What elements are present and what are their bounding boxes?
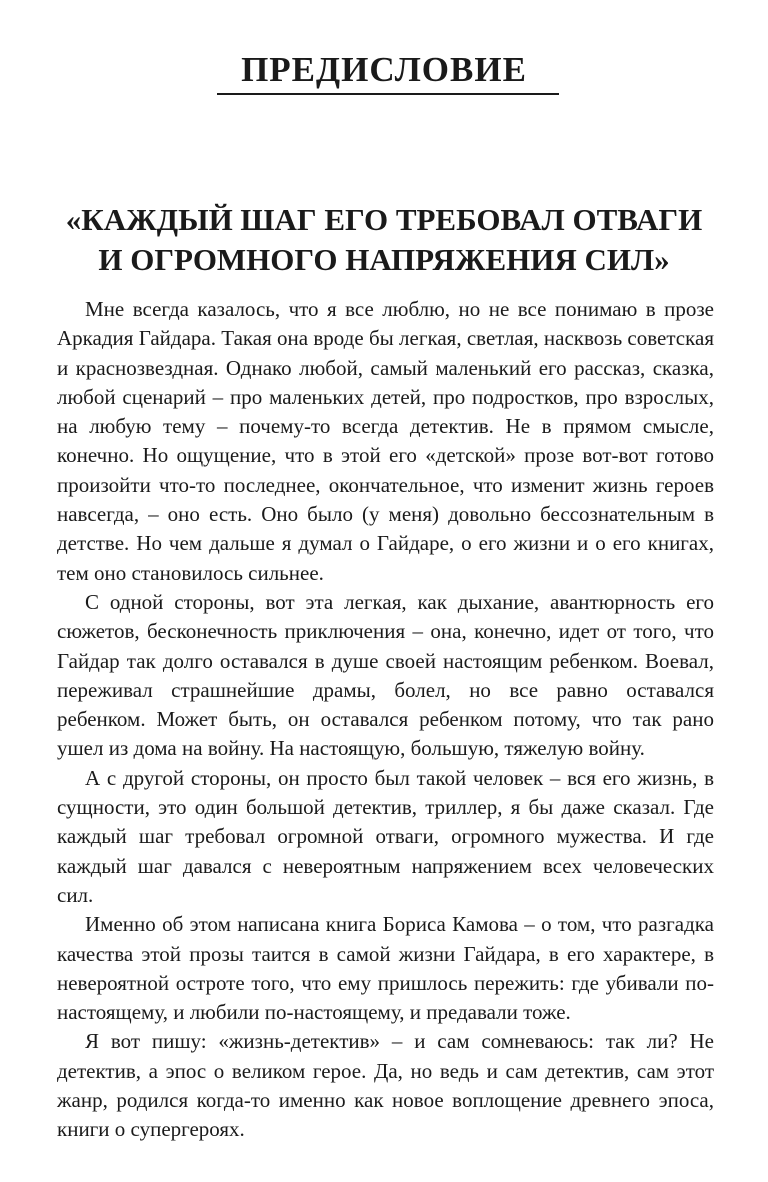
paragraph-4: Именно об этом написана книга Бориса Камова – о том, что разгадка качества этой прозы таится в самой жизни Гайдара, в его характере, в невероятной остроте того, что ему пришлось пережить: где убивали по-настоящему, и любили по-настоящему, и предавали тоже. bbox=[57, 912, 714, 1025]
section-heading: ПРЕДИСЛОВИЕ bbox=[241, 50, 527, 89]
paragraph-1: Мне всегда казалось, что я все люблю, но не все понимаю в прозе Аркадия Гайдара. Такая она вроде бы легкая, светлая, насквозь советская и краснозвездная. Однако любой, самый маленький его рассказ, сказка, любой сценарий – про маленьких детей, про подростков, про взрослых, на любую тему – почему-то всегда детектив. Не в прямом смысле, конечно. Но ощущение, что в этой его «детской» прозе вот-вот готово произойти что-то последнее, окончательное, что изменит жизнь героев навсегда, – оно есть. Оно было (у меня) довольно бессознательным в детстве. Но чем дальше я думал о Гайдаре, о его жизни и о его книгах, тем оно становилось сильнее. bbox=[57, 297, 714, 585]
paragraph-3: А с другой стороны, он просто был такой человек – вся его жизнь, в сущности, это один большой детектив, триллер, я бы даже сказал. Где каждый шаг требовал огромной отваги, огромного мужества. И где каждый шаг давался с невероятным напряжением всех человеческих сил. bbox=[57, 765, 714, 907]
paragraph-5: Я вот пишу: «жизнь-детектив» – и сам сомневаюсь: так ли? Не детектив, а эпос о великом герое. Да, но ведь и сам детектив, сам этот жанр, родился когда-то именно как новое воплощение древнего эпоса, книги о супергероях. bbox=[57, 1029, 714, 1142]
paragraph-2: С одной стороны, вот эта легкая, как дыхание, авантюрность его сюжетов, бесконечность приключения – она, конечно, идет от того, что Гайдар так долго оставался в душе своей настоящим ребенком. Воевал, переживал страшнейшие драмы, болел, но все равно оставался ребенком. Может быть, он оставался ребенком потому, что так рано ушел из дома на войну. На настоящую, большую, тяжелую войну. bbox=[57, 589, 714, 761]
chapter-title bbox=[40, 200, 728, 280]
chapter-title-line-2: И ОГРОМНОГО НАПРЯЖЕНИЯ СИЛ» bbox=[98, 242, 670, 277]
chapter-title-line-1: «КАЖДЫЙ ШАГ ЕГО ТРЕБОВАЛ ОТВАГИ bbox=[65, 202, 703, 237]
heading-underline bbox=[217, 93, 559, 95]
body-text bbox=[57, 295, 714, 1145]
